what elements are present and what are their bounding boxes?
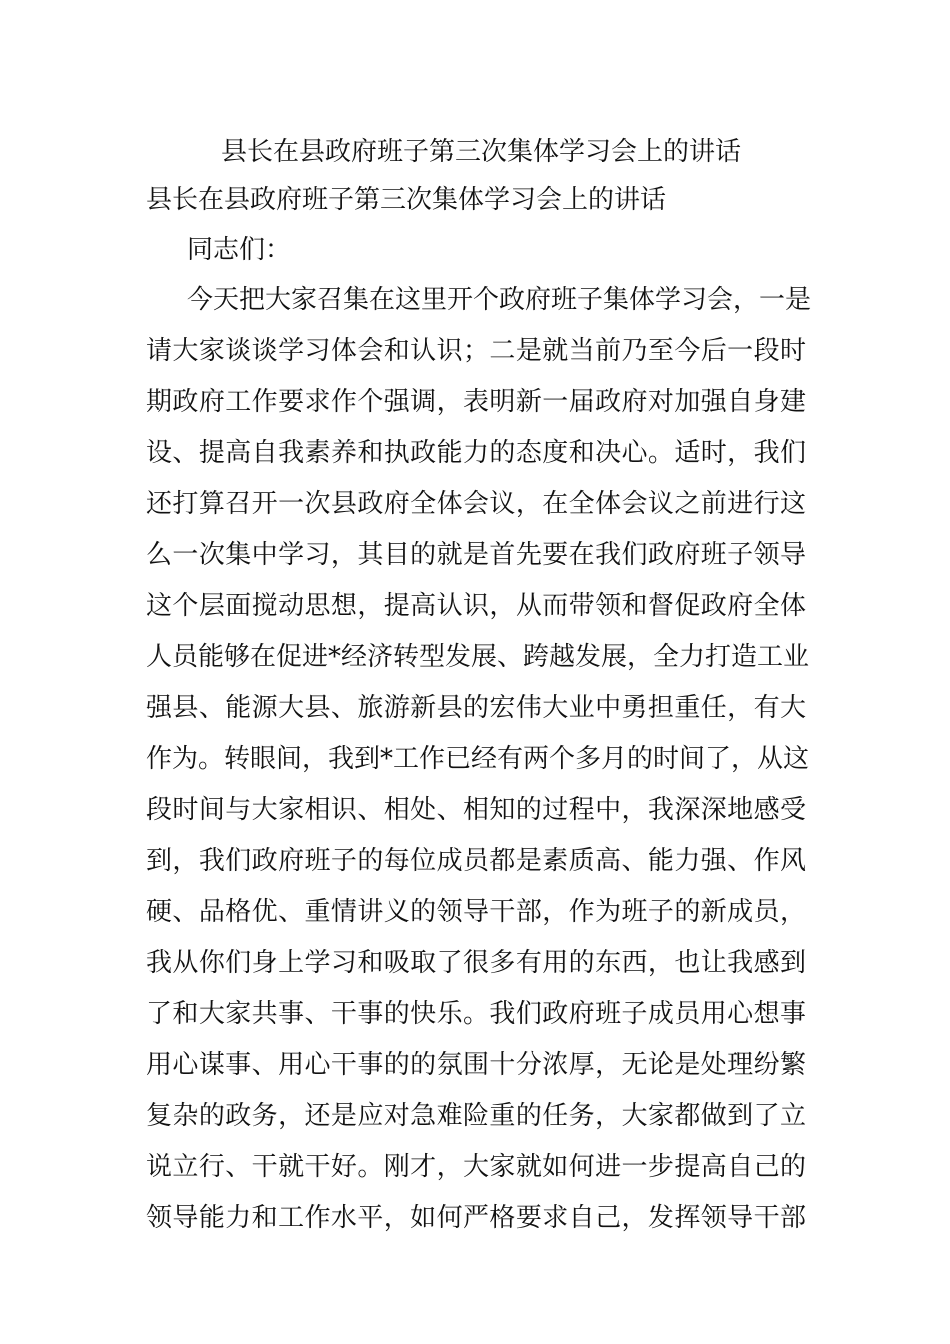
document-subtitle: 县长在县政府班子第三次集体学习会上的讲话	[146, 185, 667, 215]
body-line: 用心谋事、用心干事的的氛围十分浓厚，无论是处理纷繁	[146, 1050, 806, 1080]
document-title: 县长在县政府班子第三次集体学习会上的讲话	[221, 137, 742, 167]
greeting: 同志们：	[187, 235, 292, 265]
body-line: 还打算召开一次县政府全体会议，在全体会议之前进行这	[146, 489, 806, 519]
body-line: 段时间与大家相识、相处、相知的过程中，我深深地感受	[146, 795, 806, 825]
body-line: 了和大家共事、干事的快乐。我们政府班子成员用心想事	[146, 999, 806, 1029]
body-line: 期政府工作要求作个强调，表明新一届政府对加强自身建	[146, 387, 806, 417]
body-line: 复杂的政务，还是应对急难险重的任务，大家都做到了立	[146, 1101, 806, 1131]
body-line: 强县、能源大县、旅游新县的宏伟大业中勇担重任，有大	[146, 693, 806, 723]
body-line: 设、提高自我素养和执政能力的态度和决心。适时，我们	[146, 438, 806, 468]
body-line: 这个层面搅动思想，提高认识，从而带领和督促政府全体	[146, 591, 806, 621]
body-paragraph	[146, 282, 812, 1251]
body-line: 到，我们政府班子的每位成员都是素质高、能力强、作风	[146, 846, 806, 876]
body-line: 领导能力和工作水平，如何严格要求自己，发挥领导干部	[146, 1203, 806, 1233]
body-line: 说立行、干就干好。刚才，大家就如何进一步提高自己的	[146, 1152, 806, 1182]
body-line: 人员能够在促进*经济转型发展、跨越发展，全力打造工业	[146, 642, 810, 672]
body-line: 今天把大家召集在这里开个政府班子集体学习会，一是	[187, 285, 812, 315]
body-line: 硬、品格优、重情讲义的领导干部，作为班子的新成员，	[146, 897, 806, 927]
body-line: 作为。转眼间，我到*工作已经有两个多月的时间了，从这	[146, 744, 810, 774]
body-line: 么一次集中学习，其目的就是首先要在我们政府班子领导	[146, 540, 806, 570]
body-line: 请大家谈谈学习体会和认识；二是就当前乃至今后一段时	[146, 336, 806, 366]
body-line: 我从你们身上学习和吸取了很多有用的东西，也让我感到	[146, 948, 806, 978]
